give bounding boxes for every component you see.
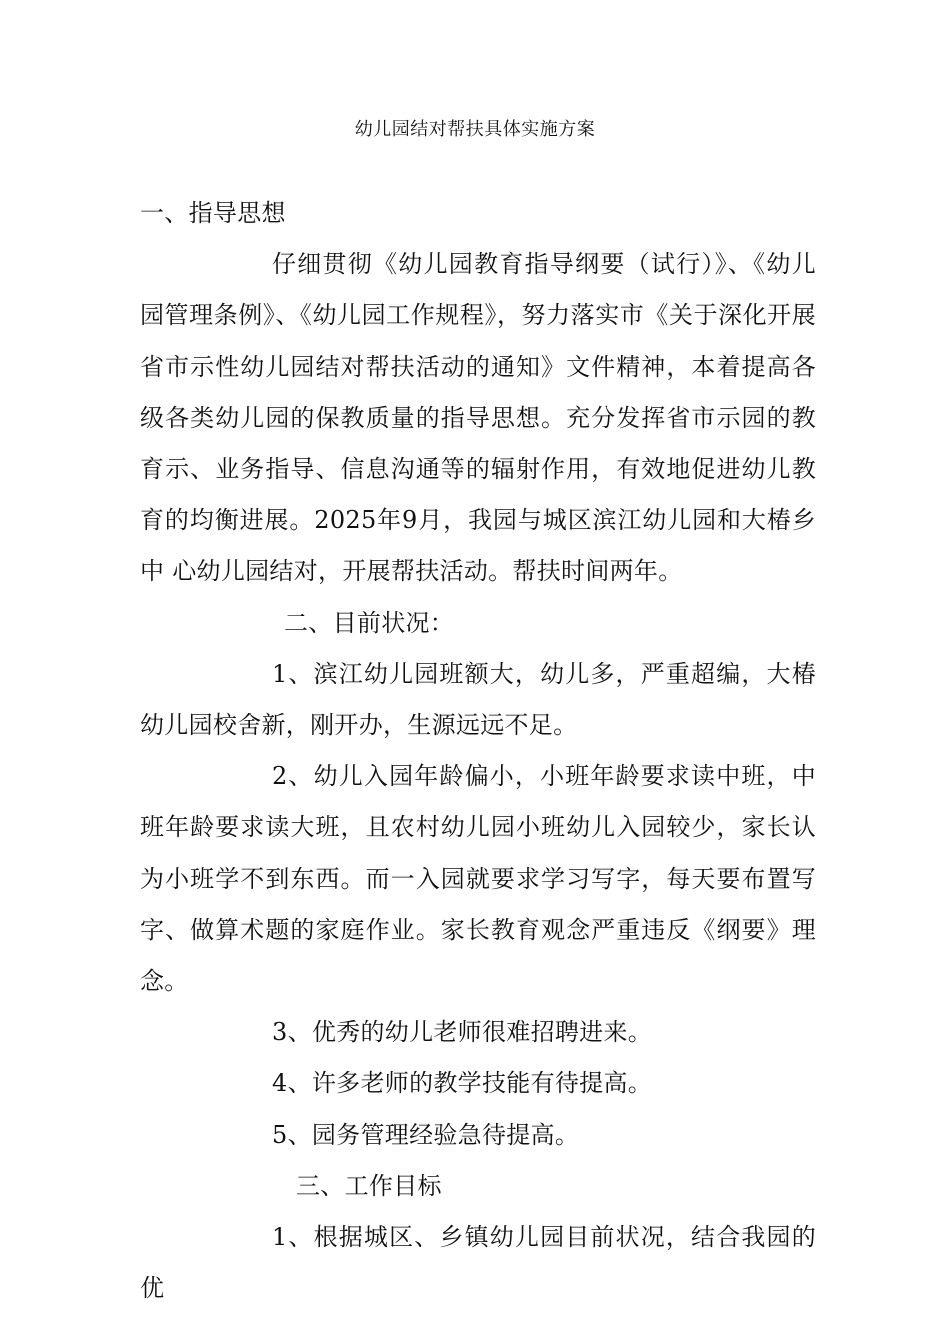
status-item: 1、滨江幼儿园班额大，幼儿多，严重超编，大椿幼儿园校舍新，刚开办，生源远远不足。 [140,659,816,740]
section-heading-work-goals: 三、工作目标 [296,1171,442,1200]
status-item: 2、幼儿入园年龄偏小，小班年龄要求读中班，中班年龄要求读大班，且农村幼儿园小班幼儿入园较少，家长认为小班学不到东西。而一入园就要求学习写字，每天要布置写字、做算术题的家庭作业。家长教育观念严重违反《纲要》理念。 [140,762,816,996]
goal-item: 1、根据城区、乡镇幼儿园目前状况，结合我园的优 [140,1223,816,1303]
status-item: 5、园务管理经验急待提高。 [272,1120,580,1149]
section-heading-guiding-thought: 一、指导思想 [140,199,286,227]
document-title: 幼儿园结对帮扶具体实施方案 [354,119,596,140]
guiding-thought-paragraph: 仔细贯彻《幼儿园教育指导纲要（试行）》、《幼儿园管理条例》、《幼儿园工作规程》，努力落实市《关于深化开展省市示性幼儿园结对帮扶活动的通知》文件精神，本着提高各级各类幼儿园的保教质量的指导思想。充分发挥省市示园的教育示、业务指导、信息沟通等的辐射作用，有效地促进幼儿教育的均衡进展。2025年9月，我园与城区滨江幼儿园和大椿乡中 心幼儿园结对，开展帮扶活动。帮扶时间两年。 [140,250,816,586]
status-item: 4、许多老师的教学技能有待提高。 [272,1069,653,1098]
document-body [140,188,816,1314]
status-item: 3、优秀的幼儿老师很难招聘进来。 [272,1018,653,1047]
section-heading-current-status: 二、目前状况： [284,608,455,637]
